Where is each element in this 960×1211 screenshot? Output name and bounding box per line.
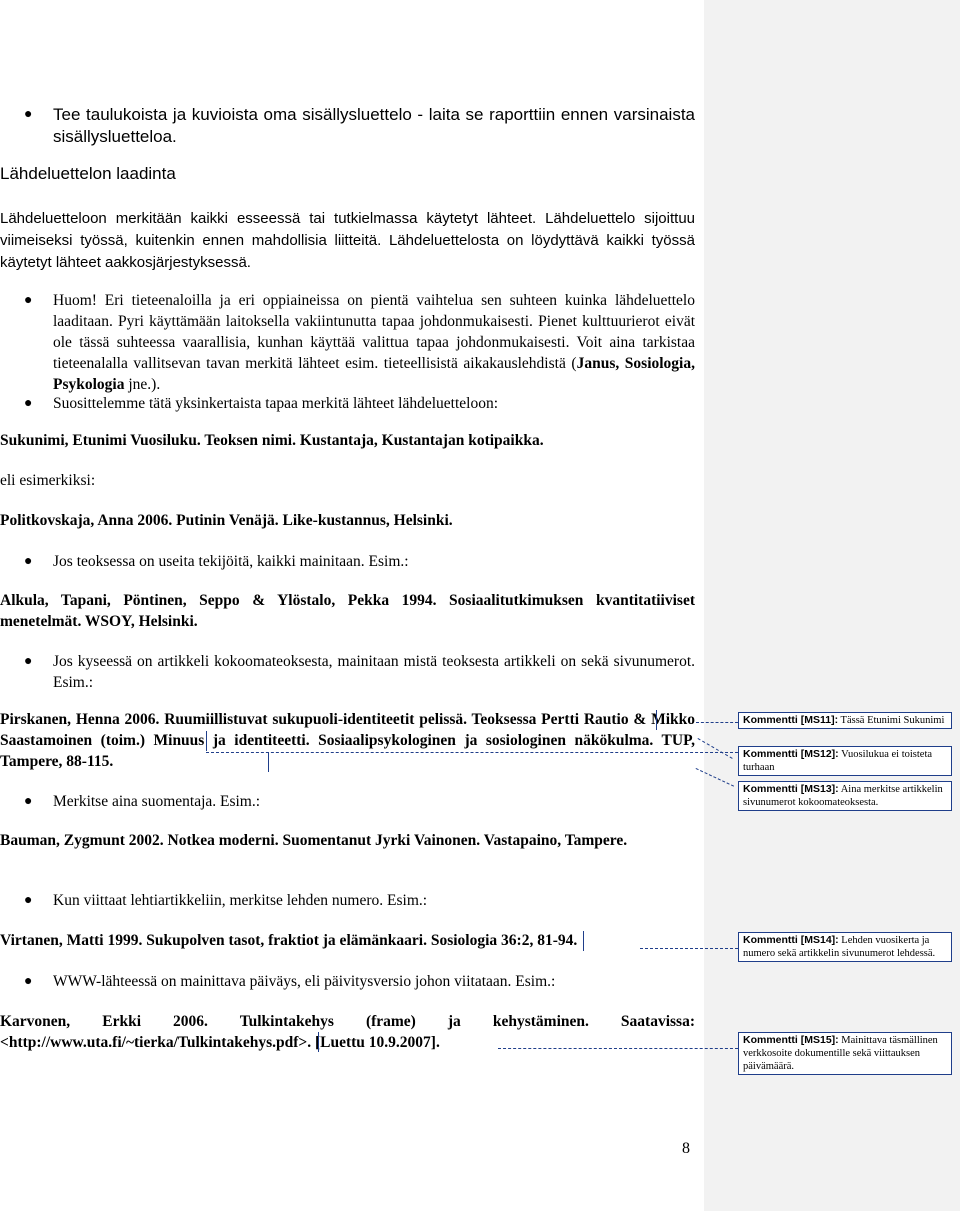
comment-text: Tässä Etunimi Sukunimi [840, 715, 945, 726]
bullet-text [53, 290, 695, 395]
bullet-text: WWW-lähteessä on mainittava päiväys, eli päivitysversio johon viitataan. Esim.: [53, 973, 556, 990]
comment-leader-line [640, 948, 738, 949]
comment-tag: Kommentti [MS11]: [743, 714, 839, 726]
comment-box[interactable] [738, 746, 952, 776]
bullet-icon: ● [24, 554, 33, 569]
bullet-text: Suosittelemme tätä yksinkertaista tapaa merkitä lähteet lähdeluetteloon: [53, 395, 499, 412]
comment-text: Lehden vuosikerta ja numero sekä artikkelin sivunumerot lehdessä. [743, 935, 936, 959]
page-number: 8 [682, 1140, 690, 1157]
comment-anchor-mark [318, 1032, 319, 1052]
comment-text: Mainittava täsmällinen verkkosoite dokumentille sekä viittauksen päivämäärä. [743, 1035, 938, 1072]
bullet-text: Kun viittaat lehtiartikkeliin, merkitse lehden numero. Esim.: [53, 892, 428, 909]
reference-example: Politkovskaja, Anna 2006. Putinin Venäjä. Like-kustannus, Helsinki. [0, 512, 453, 529]
bullet-text-bold: Janus, Sosiologia, Psykologia [53, 355, 695, 393]
format-line: Sukunimi, Etunimi Vuosiluku. Teoksen nimi. Kustantaja, Kustantajan kotipaikka. [0, 432, 544, 449]
bullet-text: Jos teoksessa on useita tekijöitä, kaikki mainitaan. Esim.: [53, 553, 409, 570]
comment-text: Vuosilukua ei toisteta turhaan [743, 749, 933, 773]
comment-leader-line [206, 752, 738, 753]
bullet-icon: ● [24, 396, 33, 411]
bullet-icon: ● [24, 794, 33, 809]
bullet-text: Merkitse aina suomentaja. Esim.: [53, 793, 261, 810]
reference-example: Bauman, Zygmunt 2002. Notkea moderni. Suomentanut Jyrki Vainonen. Vastapaino, Tampere. [0, 832, 628, 849]
comment-box[interactable] [738, 781, 952, 811]
comment-anchor-mark [583, 931, 584, 951]
comment-margin-pane [704, 0, 960, 1211]
reference-example: Pirskanen, Henna 2006. Ruumiillistuvat sukupuoli-identiteetit pelissä. Teoksessa Pertti Rautio & Mikko Saastamoinen (toim.) Minuus ja identiteetti. Sosiaalipsykologinen ja sosiologinen näkökulma. TUP, Tampere, 88-115. [0, 711, 695, 770]
bullet-icon: ● [24, 974, 33, 989]
bullet-icon: ● [24, 293, 33, 308]
comment-tag: Kommentti [MS15]: [743, 1034, 839, 1046]
intro-paragraph: Lähdeluetteloon merkitään kaikki esseessä tai tutkielmassa käytetyt lähteet. Lähdeluettelo sijoittuu viimeiseksi työssä, kuitenkin ennen mahdollisia liitteitä. Lähdeluettelosta on löydyttävä kaikki työssä käytetyt lähteet aakkosjärjestyksessä. [0, 210, 695, 271]
comment-box[interactable] [738, 932, 952, 962]
comment-box[interactable] [738, 712, 952, 729]
comment-tag: Kommentti [MS12]: [743, 748, 839, 760]
bullet-text-part: Huom! Eri tieteenaloilla ja eri oppiaineissa on pientä vaihtelua sen suhteen kuinka lähdeluettelo laaditaan. Pyri käyttämään laitoksella vakiintunutta tapaa johdonmukaisesti. Pienet kulttuurierot eivät ole tässä suhteessa vaarallisia, kunhan käyttää valittua tapaa johdonmukaisesti. Voit aina tarkistaa tieteenalalla vallitsevan tavan merkitä lähteet esim. tieteellisistä aikakauslehdistä ( [53, 292, 695, 372]
comment-anchor-mark [206, 731, 207, 751]
bullet-icon: ● [24, 654, 33, 669]
bullet-icon: ● [24, 107, 33, 122]
comment-anchor-mark [268, 752, 269, 772]
comment-tag: Kommentti [MS13]: [743, 783, 839, 795]
reference-example: Alkula, Tapani, Pöntinen, Seppo & Ylöstalo, Pekka 1994. Sosiaalitutkimuksen kvantitatiiviset menetelmät. WSOY, Helsinki. [0, 592, 695, 630]
comment-leader-line [498, 1048, 738, 1049]
example-intro: eli esimerkiksi: [0, 472, 96, 489]
bullet-text: Jos kyseessä on artikkeli kokoomateoksesta, mainitaan mistä teoksesta artikkeli on sekä sivunumerot. Esim.: [53, 653, 695, 691]
comment-anchor-mark [656, 710, 657, 730]
bullet-icon: ● [24, 893, 33, 908]
reference-example: Karvonen, Erkki 2006. Tulkintakehys (frame) ja kehystäminen. Saatavissa: <http://www.uta.fi/~tierka/Tulkintakehys.pdf>. [Luettu 10.9.2007]. [0, 1013, 695, 1051]
reference-example: Virtanen, Matti 1999. Sukupolven tasot, fraktiot ja elämänkaari. Sosiologia 36:2, 81-94. [0, 932, 578, 949]
bullet-text: Tee taulukoista ja kuvioista oma sisällysluettelo - laita se raporttiin ennen varsinaista sisällysluetteloa. [53, 105, 695, 146]
comment-text: Aina merkitse artikkelin sivunumerot kokoomateoksesta. [743, 784, 943, 808]
comment-tag: Kommentti [MS14]: [743, 934, 839, 946]
section-heading: Lähdeluettelon laadinta [0, 164, 176, 183]
bullet-text-part: jne.). [124, 376, 161, 393]
comment-box[interactable] [738, 1032, 952, 1075]
comment-leader-line [696, 722, 738, 723]
